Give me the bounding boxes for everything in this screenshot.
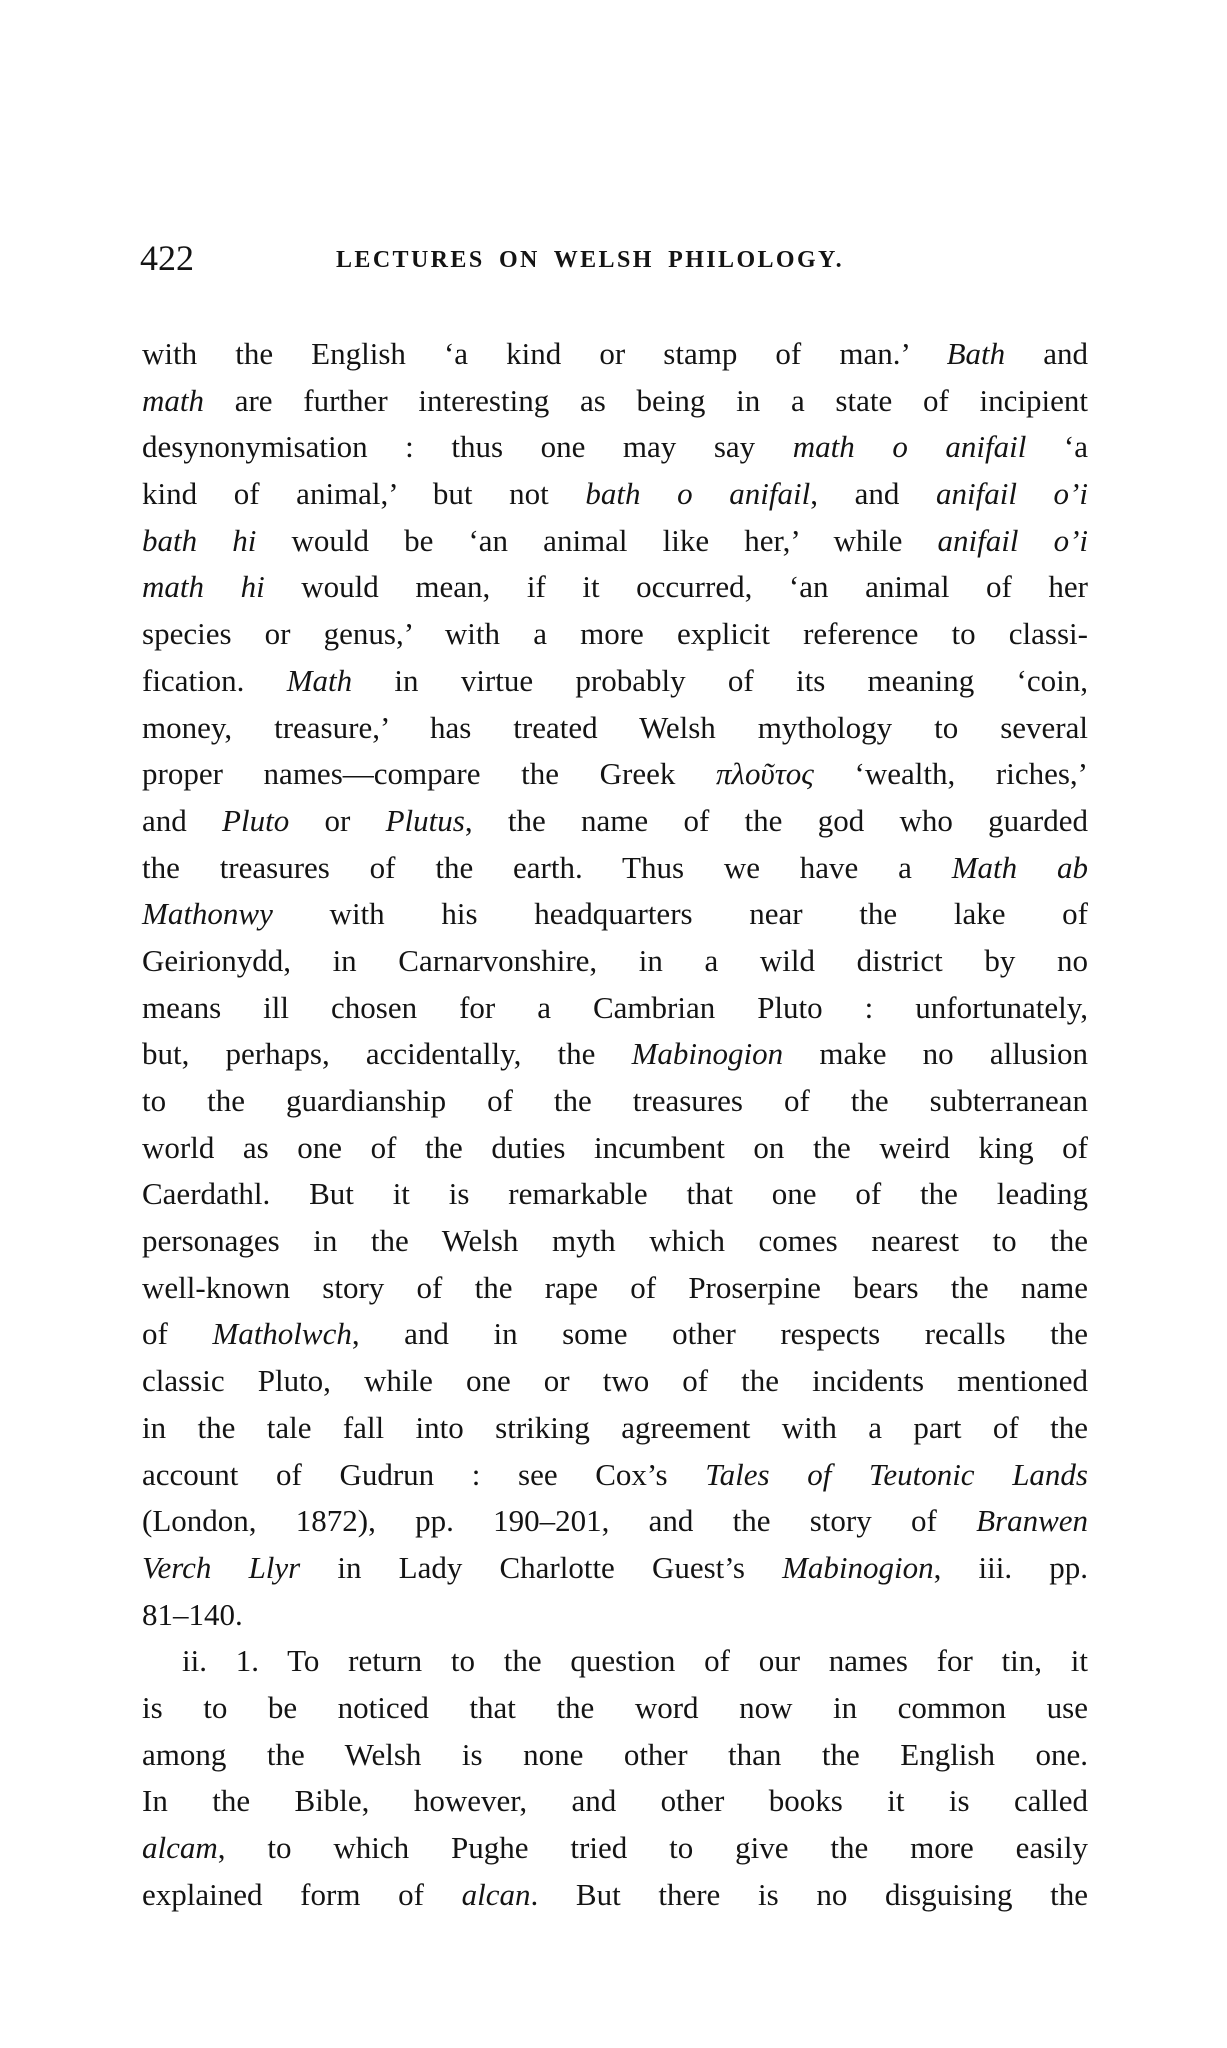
text-line: [142, 1685, 1088, 1732]
text-line: [142, 705, 1088, 752]
text-line: [142, 331, 1088, 378]
italic-term: alcan: [461, 1876, 531, 1912]
text-segment: the treasures of the earth. Thus we have a: [142, 849, 952, 885]
italic-term: Bath: [946, 336, 1006, 371]
text-segment: ‘a: [1026, 429, 1088, 465]
text-segment: 81–140.: [142, 1596, 243, 1632]
text-segment: among the Welsh is none other than the English one.: [142, 1736, 1088, 1772]
text-segment: proper names—compare the Greek: [142, 756, 717, 792]
text-segment: classic Pluto, while one or two of the incidents mentioned: [142, 1363, 1088, 1399]
text-segment: or: [289, 802, 386, 838]
running-head: [140, 238, 1090, 278]
text-line: [142, 518, 1088, 565]
text-segment: Geirionydd, in Carnarvonshire, in a wild district by no: [142, 942, 1088, 978]
text-segment: fication.: [142, 662, 287, 698]
text-segment: (London, 1872), pp. 190–201, and the story of: [142, 1503, 977, 1539]
text-segment: species or genus,’ with a more explicit reference to classi-: [142, 616, 1088, 652]
text-line: [142, 564, 1088, 611]
text-segment: , and: [810, 476, 936, 512]
text-line: [142, 1452, 1088, 1499]
italic-term: math hi: [142, 569, 265, 605]
text-line: [142, 1825, 1088, 1872]
text-line: [142, 1545, 1088, 1592]
italic-term: anifail o’i: [937, 522, 1089, 558]
text-line: [142, 1778, 1088, 1825]
text-segment: in the tale fall into striking agreement with a part of the: [142, 1409, 1088, 1445]
text-segment: with the English ‘a kind or stamp of man.’: [142, 336, 947, 371]
text-segment: to the guardianship of the treasures of the subterranean: [142, 1083, 1088, 1118]
italic-term: Mabinogion: [631, 1036, 784, 1072]
text-segment: would mean, if it occurred, ‘an animal of her: [264, 569, 1088, 605]
text-line: [142, 798, 1088, 845]
text-segment: personages in the Welsh myth which comes nearest to the: [142, 1223, 1088, 1259]
text-line: [142, 985, 1088, 1032]
italic-term: bath o anifail: [585, 476, 811, 512]
italic-term: Branwen: [976, 1503, 1088, 1539]
text-segment: in virtue probably of its meaning ‘coin,: [352, 662, 1089, 698]
italic-term: Plutus: [385, 802, 465, 838]
text-segment: in Lady Charlotte Guest’s: [300, 1549, 783, 1585]
text-segment: would be ‘an animal like her,’ while: [256, 522, 938, 558]
text-segment: explained form of: [142, 1876, 462, 1912]
text-segment: , iii. pp.: [933, 1549, 1089, 1585]
text-segment: and: [142, 802, 223, 838]
text-line: [142, 938, 1088, 985]
text-line: [142, 1358, 1088, 1405]
italic-term: math: [142, 382, 204, 418]
text-segment: with his headquarters near the lake of: [272, 896, 1088, 932]
text-line: [142, 1498, 1088, 1545]
italic-term: Pluto: [222, 802, 290, 838]
text-line: [142, 1078, 1088, 1125]
text-line: [142, 658, 1088, 705]
text-line: [142, 845, 1088, 892]
italic-term: πλοῦτος: [716, 756, 814, 792]
text-segment: account of Gudrun : see Cox’s: [142, 1456, 706, 1492]
text-segment: is to be noticed that the word now in common use: [142, 1689, 1088, 1725]
text-segment: means ill chosen for a Cambrian Pluto : unfortunately,: [142, 989, 1088, 1025]
italic-term: Matholwch: [212, 1316, 352, 1352]
italic-term: bath hi: [142, 522, 257, 558]
text-line: [142, 1592, 1088, 1639]
italic-term: Mathonwy: [142, 896, 273, 932]
text-line: [142, 891, 1088, 938]
italic-term: Mabinogion: [782, 1549, 934, 1585]
italic-term: Math: [286, 662, 353, 698]
italic-term: anifail o’i: [935, 476, 1088, 512]
text-line: [142, 1171, 1088, 1218]
text-segment: . But there is no disguising the: [530, 1876, 1088, 1912]
text-segment: Caerdathl. But it is remarkable that one of the leading: [142, 1176, 1088, 1212]
text-segment: desynonymisation : thus one may say: [142, 429, 793, 465]
text-line: [142, 1218, 1088, 1265]
text-line: [142, 1311, 1088, 1358]
text-segment: , to which Pughe tried to give the more easily: [217, 1830, 1088, 1865]
text-line: [142, 1405, 1088, 1452]
text-segment: kind of animal,’ but not: [142, 476, 586, 512]
text-segment: but, perhaps, accidentally, the: [142, 1036, 632, 1072]
italic-term: Verch Llyr: [142, 1549, 301, 1585]
text-segment: are further interesting as being in a state of incipient: [204, 382, 1088, 418]
italic-term: Tales of Teutonic Lands: [705, 1456, 1088, 1492]
italic-term: alcam: [142, 1830, 218, 1865]
text-line: [142, 471, 1088, 518]
text-segment: make no allusion: [783, 1036, 1089, 1072]
running-title: LECTURES ON WELSH PHILOLOGY.: [336, 247, 844, 273]
text-line: [142, 1872, 1088, 1914]
text-segment: well-known story of the rape of Proserpine bears the name: [142, 1269, 1088, 1305]
italic-term: math o anifail: [792, 429, 1027, 465]
text-segment: and: [1005, 336, 1088, 371]
text-line: [142, 424, 1088, 471]
text-segment: , and in some other respects recalls the: [351, 1316, 1089, 1352]
page-number: 422: [140, 238, 194, 278]
text-segment: In the Bible, however, and other books it is called: [142, 1783, 1088, 1819]
italic-term: Math ab: [951, 849, 1088, 885]
body-text: [142, 331, 1088, 1914]
paragraph-start-line: [142, 1638, 1088, 1685]
text-line: [142, 1125, 1088, 1172]
text-segment: world as one of the duties incumbent on the weird king of: [142, 1129, 1088, 1165]
text-line: [142, 1732, 1088, 1779]
text-line: [142, 378, 1088, 425]
text-line: [142, 751, 1088, 798]
text-segment: ii. 1. To return to the question of our names for tin, it: [182, 1643, 1088, 1679]
text-segment: , the name of the god who guarded: [464, 802, 1088, 838]
text-segment: of: [142, 1316, 213, 1352]
text-line: [142, 1031, 1088, 1078]
text-line: [142, 611, 1088, 658]
text-segment: ‘wealth, riches,’: [813, 756, 1088, 792]
text-segment: money, treasure,’ has treated Welsh mythology to several: [142, 709, 1088, 745]
text-line: [142, 1265, 1088, 1312]
